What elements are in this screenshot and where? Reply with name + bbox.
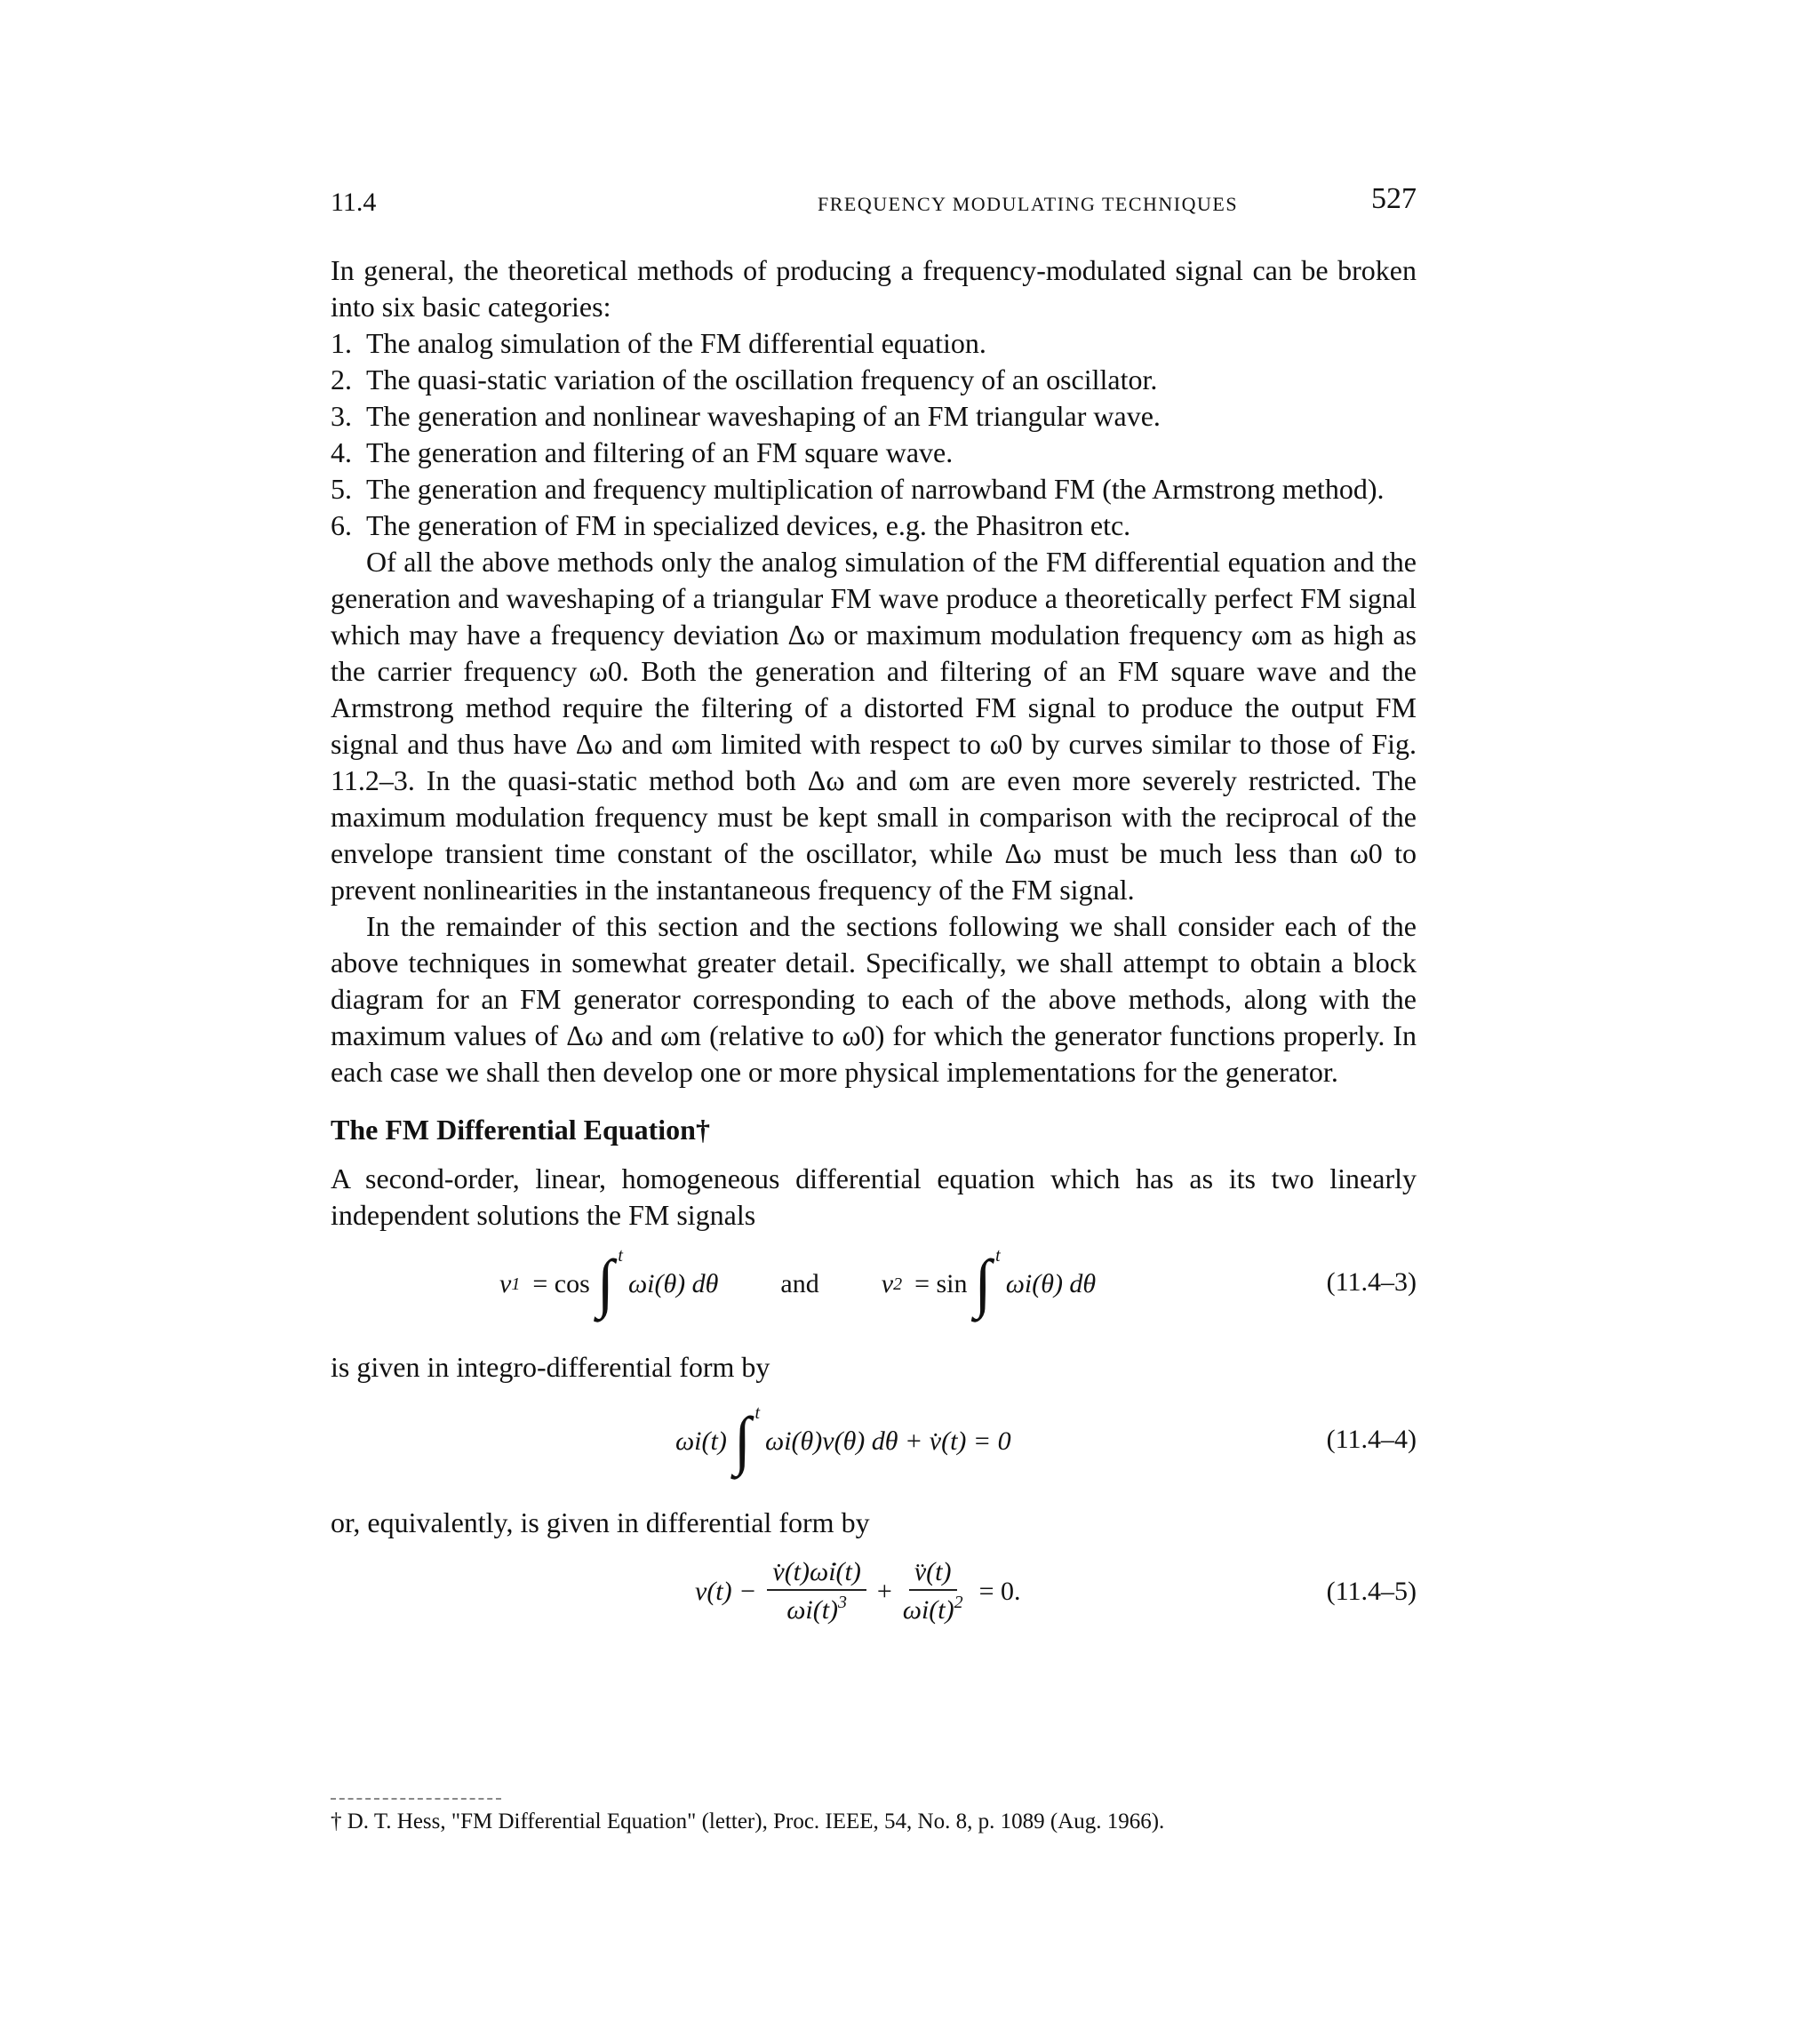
page-number: 527 [1371, 182, 1417, 215]
footnote: † D. T. Hess, "FM Differential Equation" (letter), Proc. IEEE, 54, No. 8, p. 1089 (Aug. 1966). [331, 1809, 1165, 1833]
equation-11-4-5: v(t) − $\frac{v̇(t)\omegȧi(t)}{\omega i(t)^3}$ + $\frac{v̈(t)}{\omega i(t)^2}$ = 0. (11.4–5) [695, 1557, 1417, 1625]
integral-sign: ∫ t [596, 1244, 623, 1320]
paragraph-section-outline: In the remainder of this section and the sections following we shall consider each of the above techniques in somewhat greater detail. Specifically, we shall attempt to obtain a block diagram for an FM generator corresponding to each of the above methods, along with the maximum values of Δω and ωm (relative to ω0) for which the generator functions properly. In each case we shall then develop one or more physical implementations for the generator. [331, 910, 1417, 1088]
footnote-rule [331, 1798, 501, 1800]
list-item: 3. The generation and nonlinear waveshaping of an FM triangular wave. [331, 400, 1161, 432]
text-integro-differential: is given in integro-differential form by [331, 1351, 770, 1383]
paragraph-differential-equation-intro: A second-order, linear, homogeneous differential equation which has as its two linearly independent solutions the FM signals [331, 1162, 1417, 1231]
intro-paragraph: In general, the theoretical methods of producing a frequency-modulated signal can be broken into six basic categories: [331, 254, 1417, 323]
integral-sign: ∫ t [974, 1244, 1001, 1320]
running-title: FREQUENCY MODULATING TECHNIQUES [818, 193, 1239, 215]
list-item: 1. The analog simulation of the FM differential equation. [331, 327, 986, 359]
section-heading: The FM Differential Equation† [331, 1114, 710, 1146]
list-item: 5. The generation and frequency multiplication of narrowband FM (the Armstrong method). [331, 473, 1385, 505]
fraction: $\frac{v̇(t)\omegȧi(t)}{\omega i(t)^3}$ [767, 1557, 866, 1626]
body-text [331, 252, 1417, 1644]
running-head [331, 182, 1417, 218]
equation-11-4-3: v 1 = cos ∫ t ωi(θ) dθ and v 2 = sin ∫ t ωi(θ) dθ (11.4–3) [499, 1244, 1417, 1320]
equation-number: (11.4–3) [1326, 1267, 1417, 1297]
integral-sign: ∫ t [733, 1402, 761, 1477]
fraction: $\frac{v̈(t)}{\omega i(t)^2}$ [902, 1557, 963, 1625]
equation-number: (11.4–4) [1326, 1425, 1417, 1454]
category-list [331, 325, 1417, 544]
equation-number: (11.4–5) [1326, 1577, 1417, 1606]
list-item: 2. The quasi-static variation of the oscillation frequency of an oscillator. [331, 363, 1158, 395]
section-number: 11.4 [331, 188, 377, 217]
paragraph-methods-comparison: Of all the above methods only the analog simulation of the FM differential equation and the generation and waveshaping of a triangular FM wave produce a theoretically perfect FM signal which may have a frequency deviation Δω or maximum modulation frequency ωm as high as the carrier frequency ω0. Both the generation and filtering of an FM square wave and the Armstrong method require the filtering of a distorted FM signal to produce the output FM signal and thus have Δω and ωm limited with respect to ω0 by curves similar to those of Fig. 11.2–3. In the quasi-static method both Δω and ωm are even more severely restricted. The maximum modulation frequency must be kept small in comparison with the reciprocal of the envelope transient time constant of the oscillator, while Δω must be much less than ω0 to prevent nonlinearities in the instantaneous frequency of the FM signal. [331, 546, 1417, 906]
list-item: 4. The generation and filtering of an FM square wave. [331, 436, 954, 468]
equation-11-4-4: ωi(t) ∫ t ωi(θ)v(θ) dθ + v̇(t) = 0 (11.4–4) [675, 1402, 1417, 1477]
list-item: 6. The generation of FM in specialized devices, e.g. the Phasitron etc. [331, 509, 1131, 541]
text-differential-form: or, equivalently, is given in differential form by [331, 1506, 870, 1538]
